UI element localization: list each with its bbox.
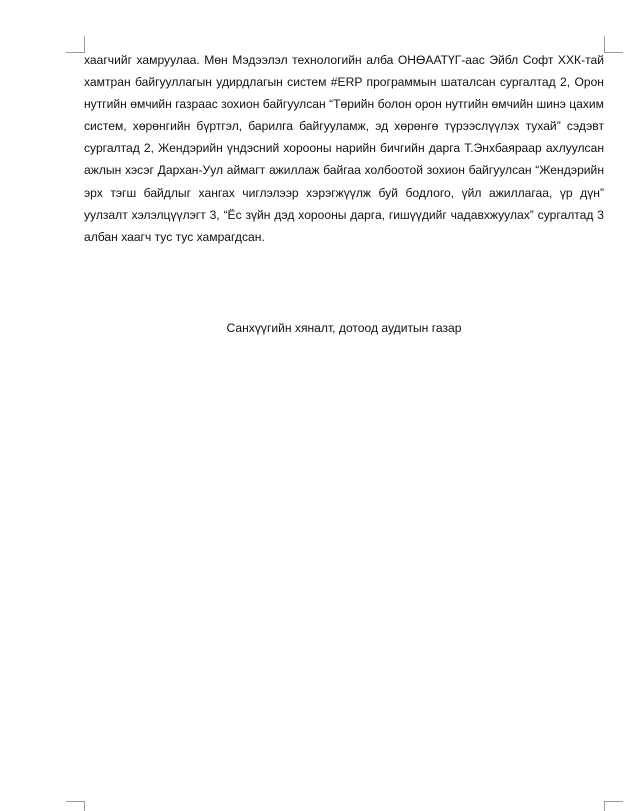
crop-mark-top-right <box>604 36 605 53</box>
crop-mark-bottom-left <box>66 801 84 802</box>
body-paragraph: хаагчийг хамруулаа. Мөн Мэдээлэл технологийн алба ОНӨААТҮГ-аас Эйбл Софт ХХК-тай хамтран байгууллагын удирдлагын систем #ERP программын шаталсан сургалтад 2, Орон нутгийн өмчийн газраас зохион байгуулсан “Төрийн болон орон нутгийн өмчийн шинэ цахим систем, хөрөнгийн бүртгэл, барилга байгууламж, эд хөрөнгө түрээслүүлэх тухай” сэдэвт сургалтад 2, Жендэрийн үндэсний хорооны нарийн бичгийн дарга Т.Энхбаяраар ахлуулсан ажлын хэсэг Дархан-Уул аймагт ажиллаж байгаа холбоотой зохион байгуулсан “Жендэрийн эрх тэгш байдлыг хангах чиглэлээр хэрэгжүүлж буй бодлого, үйл ажиллагаа, үр дүн” уулзалт хэлэлцүүлэгт 3, “Ёс зүйн дэд хорооны дарга, гишүүдийг чадавхжуулах” сургалтад 3 албан хаагч тус тус хамрагдсан. <box>84 53 604 244</box>
signature-line: Санхүүгийн хяналт, дотоод аудитын газар <box>226 321 462 335</box>
crop-mark-bottom-right <box>605 801 623 802</box>
crop-mark-top-right <box>605 52 623 53</box>
crop-mark-top-left <box>66 52 84 53</box>
